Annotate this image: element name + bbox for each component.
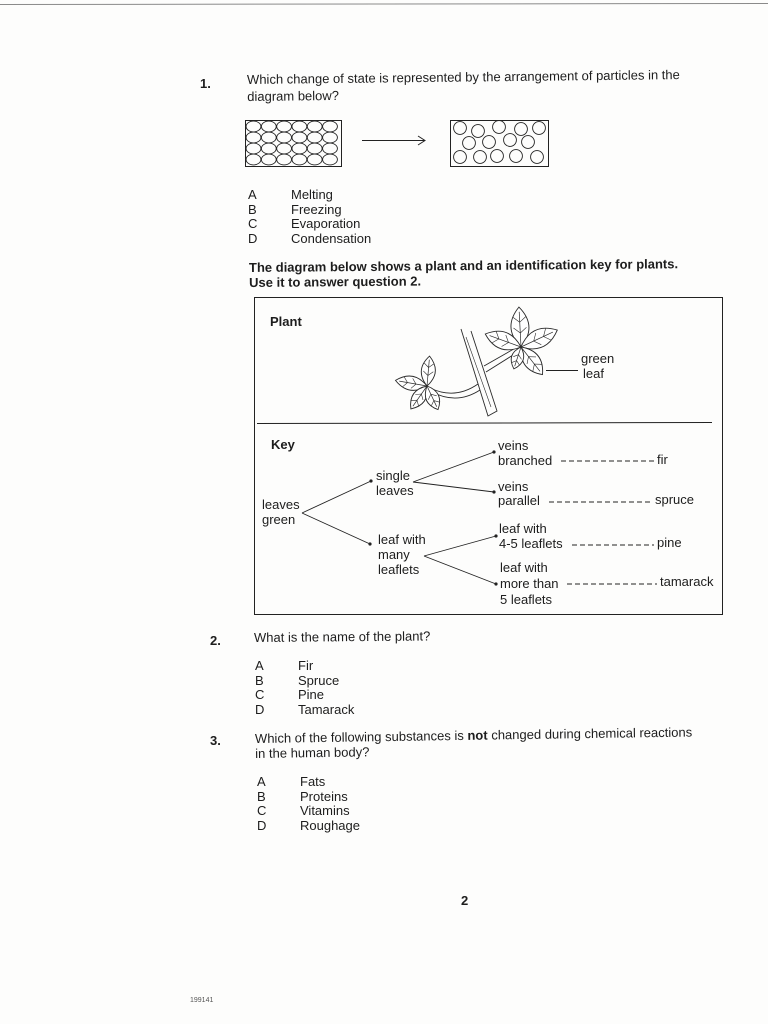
option-letter: C <box>255 687 265 703</box>
key-branch-dot <box>369 479 372 482</box>
key-branch-line-text: leaves <box>376 483 414 498</box>
answer-options <box>248 188 418 246</box>
key-branch-line <box>413 482 494 492</box>
key-branch-line-text: many <box>378 547 410 562</box>
particle <box>292 143 307 154</box>
key-root-line: leaves <box>262 497 300 512</box>
particle <box>277 132 292 143</box>
answer-option <box>257 804 427 819</box>
question-text-part: changed during chemical reactions <box>491 724 693 743</box>
option-text: Spruce <box>298 672 340 688</box>
particle <box>307 132 322 143</box>
option-text: Fir <box>298 658 314 673</box>
key-divider-line <box>257 423 712 424</box>
option-letter: A <box>248 187 257 202</box>
key-branch-line <box>302 513 370 544</box>
option-text: Pine <box>298 687 325 703</box>
question-text-line: in the human body? <box>255 744 370 761</box>
option-text: Evaporation <box>291 216 361 232</box>
instruction-line: The diagram below shows a plant and an identification key for plants. <box>248 256 679 275</box>
particle <box>277 121 292 132</box>
particle <box>246 132 261 143</box>
particle <box>261 143 276 154</box>
key-branch-dot <box>494 534 497 537</box>
answer-option <box>248 232 418 247</box>
question-text-line: What is the name of the plant? <box>253 628 431 645</box>
particle <box>323 132 338 143</box>
particle <box>307 154 322 165</box>
answer-option <box>257 790 427 805</box>
solid-particle-arrangement <box>246 121 342 167</box>
question-text-line: Which change of state is represented by the arrangement of particles in the <box>246 67 680 87</box>
page-number: 2 <box>461 893 469 908</box>
key-leader-lines <box>549 461 657 584</box>
particle <box>323 121 338 132</box>
key-branch-single <box>376 468 414 498</box>
particle <box>292 154 307 165</box>
particle <box>246 121 261 132</box>
plant-drawing <box>396 307 558 416</box>
option-text: Melting <box>291 187 333 202</box>
key-outcome-result: spruce <box>655 492 695 507</box>
question-text-part: Which of the following substances is <box>254 727 464 746</box>
key-outcome-line: more than <box>500 576 559 591</box>
key-branch-line-text: leaflets <box>378 562 420 577</box>
key-branch-line-text: leaf with <box>378 532 426 547</box>
answer-option <box>257 819 427 834</box>
key-branch-line <box>413 452 494 482</box>
question-number: 1. <box>200 76 211 91</box>
particle <box>277 154 292 165</box>
key-root <box>262 497 300 527</box>
particle <box>483 136 496 149</box>
option-letter: B <box>257 788 266 804</box>
option-text: Proteins <box>300 788 348 804</box>
answer-option <box>257 775 427 790</box>
particle <box>277 143 292 154</box>
leaflet <box>425 386 439 410</box>
key-heading: Key <box>271 437 295 452</box>
particle <box>261 132 276 143</box>
key-branch-leaflets <box>378 532 426 577</box>
answer-option <box>255 703 425 718</box>
option-letter: C <box>248 216 258 232</box>
particle <box>533 122 546 135</box>
option-letter: B <box>248 201 257 217</box>
question-number: 2. <box>210 633 221 648</box>
question-text <box>254 628 430 645</box>
particle <box>454 151 467 164</box>
option-text: Fats <box>300 774 326 789</box>
question-text <box>247 66 680 105</box>
particle <box>504 134 517 147</box>
option-letter: B <box>255 672 264 688</box>
answer-options <box>257 775 427 833</box>
particle <box>292 121 307 132</box>
option-text: Tamarack <box>298 701 355 717</box>
particle <box>522 136 535 149</box>
key-branch-dot <box>492 490 495 493</box>
key-outcome-result: fir <box>657 452 668 467</box>
leaf-label-line: leaf <box>583 365 604 381</box>
leaflet <box>521 347 543 375</box>
option-text: Vitamins <box>300 803 350 819</box>
particle <box>515 123 528 136</box>
question-number: 3. <box>210 733 221 748</box>
key-outcome-result: pine <box>657 535 682 550</box>
particle <box>463 137 476 150</box>
particle <box>474 151 487 164</box>
answer-option <box>255 688 425 703</box>
key-branch-line <box>424 556 496 584</box>
question-text-line: diagram below? <box>247 87 340 104</box>
particle <box>246 143 261 154</box>
option-letter: C <box>257 803 267 819</box>
leaf-label-line: green <box>581 351 615 366</box>
footer-code: 199141 <box>190 997 214 1004</box>
particle <box>531 151 544 164</box>
particle <box>472 125 485 138</box>
particle <box>307 121 322 132</box>
option-letter: D <box>257 817 267 833</box>
liquid-particle-arrangement <box>451 121 549 167</box>
particle <box>261 121 276 132</box>
option-text: Roughage <box>300 817 360 833</box>
key-outcome-line: veins <box>498 438 529 453</box>
key-outcome-description <box>500 560 559 608</box>
key-root-line: green <box>262 512 296 527</box>
key-outcome-line: 4-5 leaflets <box>499 536 563 551</box>
answer-option <box>255 674 425 689</box>
key-branch-dot <box>368 542 371 545</box>
particle <box>454 122 467 135</box>
key-branch-dot <box>494 582 497 585</box>
option-letter: A <box>257 774 266 789</box>
key-branch-line-text: single <box>376 468 410 483</box>
question-emphasis: not <box>467 727 488 743</box>
plant-heading: Plant <box>270 314 302 329</box>
key-outcome-result: tamarack <box>660 574 714 589</box>
scan-edge-line <box>0 4 768 5</box>
key-outcome-line: veins <box>498 479 529 494</box>
particle <box>292 132 307 143</box>
leaflet <box>511 347 524 369</box>
key-outcome-description <box>499 521 563 551</box>
option-letter: D <box>248 230 258 246</box>
key-outcome-description <box>498 438 552 468</box>
option-text: Condensation <box>291 230 372 246</box>
key-outcome-line: parallel <box>498 493 540 508</box>
leaf-label <box>581 352 614 381</box>
particle <box>493 121 506 134</box>
instruction-line: Use it to answer question 2. <box>249 273 422 290</box>
change-arrow <box>362 136 425 145</box>
key-outcome-line: leaf with <box>500 560 548 575</box>
plant-key-box <box>255 298 723 615</box>
key-branch-dot <box>492 450 495 453</box>
particle <box>323 154 338 165</box>
answer-option <box>248 217 418 232</box>
particle <box>261 154 276 165</box>
key-outcome-line: branched <box>498 453 553 468</box>
key-branch-line <box>424 536 496 556</box>
option-letter: A <box>255 658 264 673</box>
diagram-instruction <box>249 256 678 290</box>
option-text: Freezing <box>291 201 342 217</box>
option-letter: D <box>255 701 265 717</box>
key-outcome-description <box>498 480 540 508</box>
particle <box>323 143 338 154</box>
plant-stem-inner-line <box>466 337 491 407</box>
particle <box>491 150 504 163</box>
particle <box>307 143 322 154</box>
answer-option <box>255 659 425 674</box>
particle <box>246 154 261 165</box>
answer-option <box>248 203 418 218</box>
particle <box>510 150 523 163</box>
key-outcome-line: 5 leaflets <box>500 592 553 607</box>
key-outcome-line: leaf with <box>499 521 547 536</box>
key-branch-line <box>302 481 371 513</box>
answer-options <box>255 659 425 717</box>
answer-option <box>248 188 418 203</box>
